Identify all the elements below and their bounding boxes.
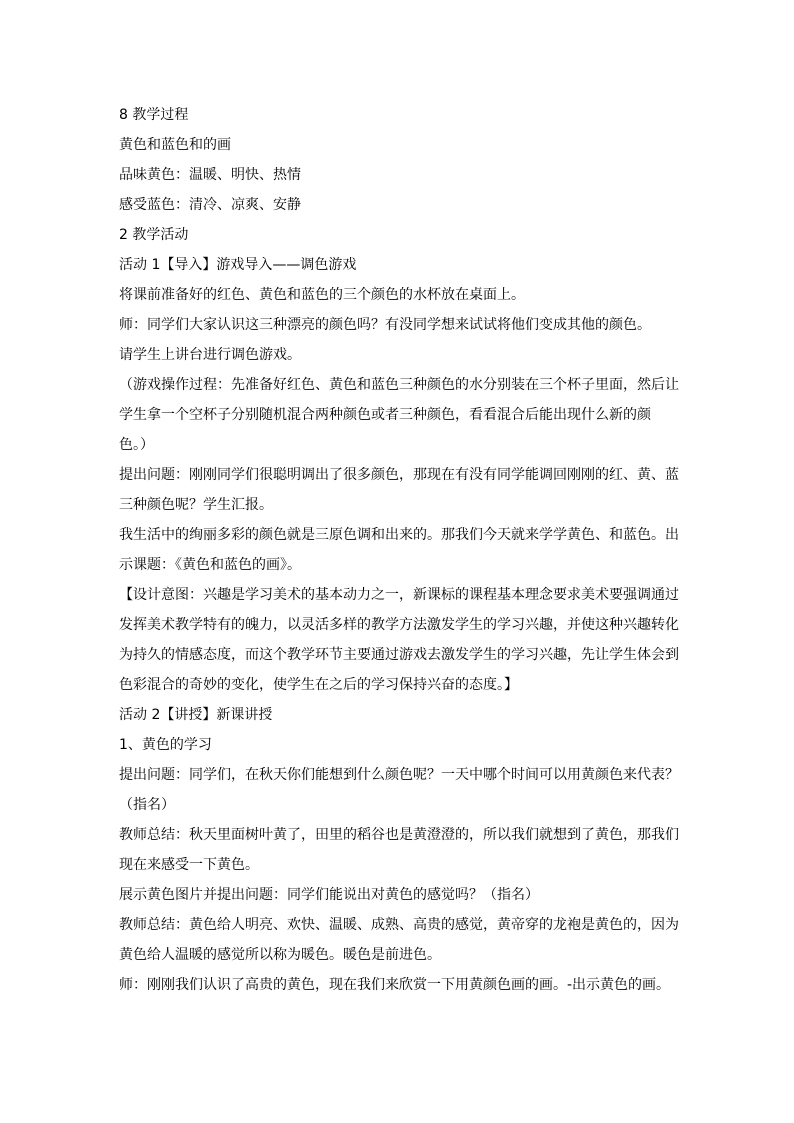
- teacher-summary-paragraph: [119, 820, 679, 880]
- paragraph-line: （游戏操作过程：先准备好红色、黄色和蓝色三种颜色的水分别装在三个杯子里面，然后让: [119, 377, 679, 393]
- paragraph-line: 发挥美术教学特有的魄力，以灵活多样的教学方法激发学生的学习兴趣，并使这种兴趣转化: [119, 617, 679, 633]
- blue-qualities: 感受蓝色：清冷、凉爽、安静: [119, 197, 301, 213]
- paragraph-line: 请学生上讲台进行调色游戏。: [119, 347, 301, 363]
- autumn-question-paragraph: [119, 760, 679, 820]
- paragraph-line: 三种颜色呢？学生汇报。: [119, 497, 273, 513]
- paragraph-line: （指名）: [119, 797, 175, 813]
- document-body: [119, 100, 679, 1000]
- paragraph-line: 现在来感受一下黄色。: [119, 857, 259, 873]
- paragraph-line: 将课前准备好的红色、黄色和蓝色的三个颜色的水杯放在桌面上。: [119, 287, 525, 303]
- teacher-summary-yellow-paragraph: [119, 910, 679, 970]
- paragraph-line: 色彩混合的奇妙的变化，使学生在之后的学习保持兴奋的态度。】: [119, 677, 518, 693]
- paragraph-line: 学生拿一个空杯子分别随机混合两种颜色或者三种颜色，看看混合后能出现什么新的颜: [119, 407, 651, 423]
- paragraph-line: 我生活中的绚丽多彩的颜色就是三原色调和出来的。那我们今天就来学学黄色、和蓝色。出: [119, 527, 679, 543]
- question-paragraph: [119, 460, 679, 520]
- activity-1-heading: 活动 1【导入】游戏导入——调色游戏: [119, 257, 357, 273]
- paragraph-line: 教师总结：黄色给人明亮、欢快、温暖、成熟、高贵的感觉，黄帝穿的龙袍是黄色的，因为: [119, 917, 679, 933]
- paragraph-line: 师：刚刚我们认识了高贵的黄色，现在我们来欣赏一下用黄颜色画的画。-出示黄色的画。: [119, 977, 671, 993]
- paragraph-line: 展示黄色图片并提出问题：同学们能说出对黄色的感觉吗？（指名）: [119, 887, 539, 903]
- design-intent-paragraph: [119, 580, 679, 700]
- paragraph-line: 示课题：《黄色和蓝色的画》。: [119, 557, 301, 573]
- paragraph-line: 提出问题：同学们，在秋天你们能想到什么颜色呢？一天中哪个时间可以用黄颜色来代表？: [119, 767, 679, 783]
- paragraph-line: 黄色给人温暖的感觉所以称为暖色。暖色是前进色。: [119, 947, 441, 963]
- paragraph-line: 【设计意图：兴趣是学习美术的基本动力之一，新课标的课程基本理念要求美术要强调通过: [119, 587, 679, 603]
- paragraph-line: 教师总结：秋天里面树叶黄了，田里的稻谷也是黄澄澄的，所以我们就想到了黄色，那我们: [119, 827, 679, 843]
- lesson-title: 黄色和蓝色和的画: [119, 137, 231, 153]
- subsection-yellow-learning: 1、黄色的学习: [119, 737, 212, 753]
- paragraph-line: 师：同学们大家认识这三种漂亮的颜色吗？有没同学想来试试将他们变成其他的颜色。: [119, 317, 651, 333]
- section-heading-teaching-activities: 2 教学活动: [119, 227, 189, 243]
- activity-2-heading: 活动 2【讲授】新课讲授: [119, 707, 273, 723]
- section-heading-teaching-process: 8 教学过程: [119, 107, 189, 123]
- yellow-qualities: 品味黄色：温暖、明快、热情: [119, 167, 301, 183]
- topic-paragraph: [119, 520, 679, 580]
- paragraph-line: 色。）: [119, 437, 154, 453]
- game-procedure-paragraph: [119, 370, 679, 460]
- paragraph-line: 提出问题：刚刚同学们很聪明调出了很多颜色，那现在有没有同学能调回刚刚的红、黄、蓝: [119, 467, 679, 483]
- paragraph-line: 为持久的情感态度，而这个教学环节主要通过游戏去激发学生的学习兴趣，先让学生体会到: [119, 647, 679, 663]
